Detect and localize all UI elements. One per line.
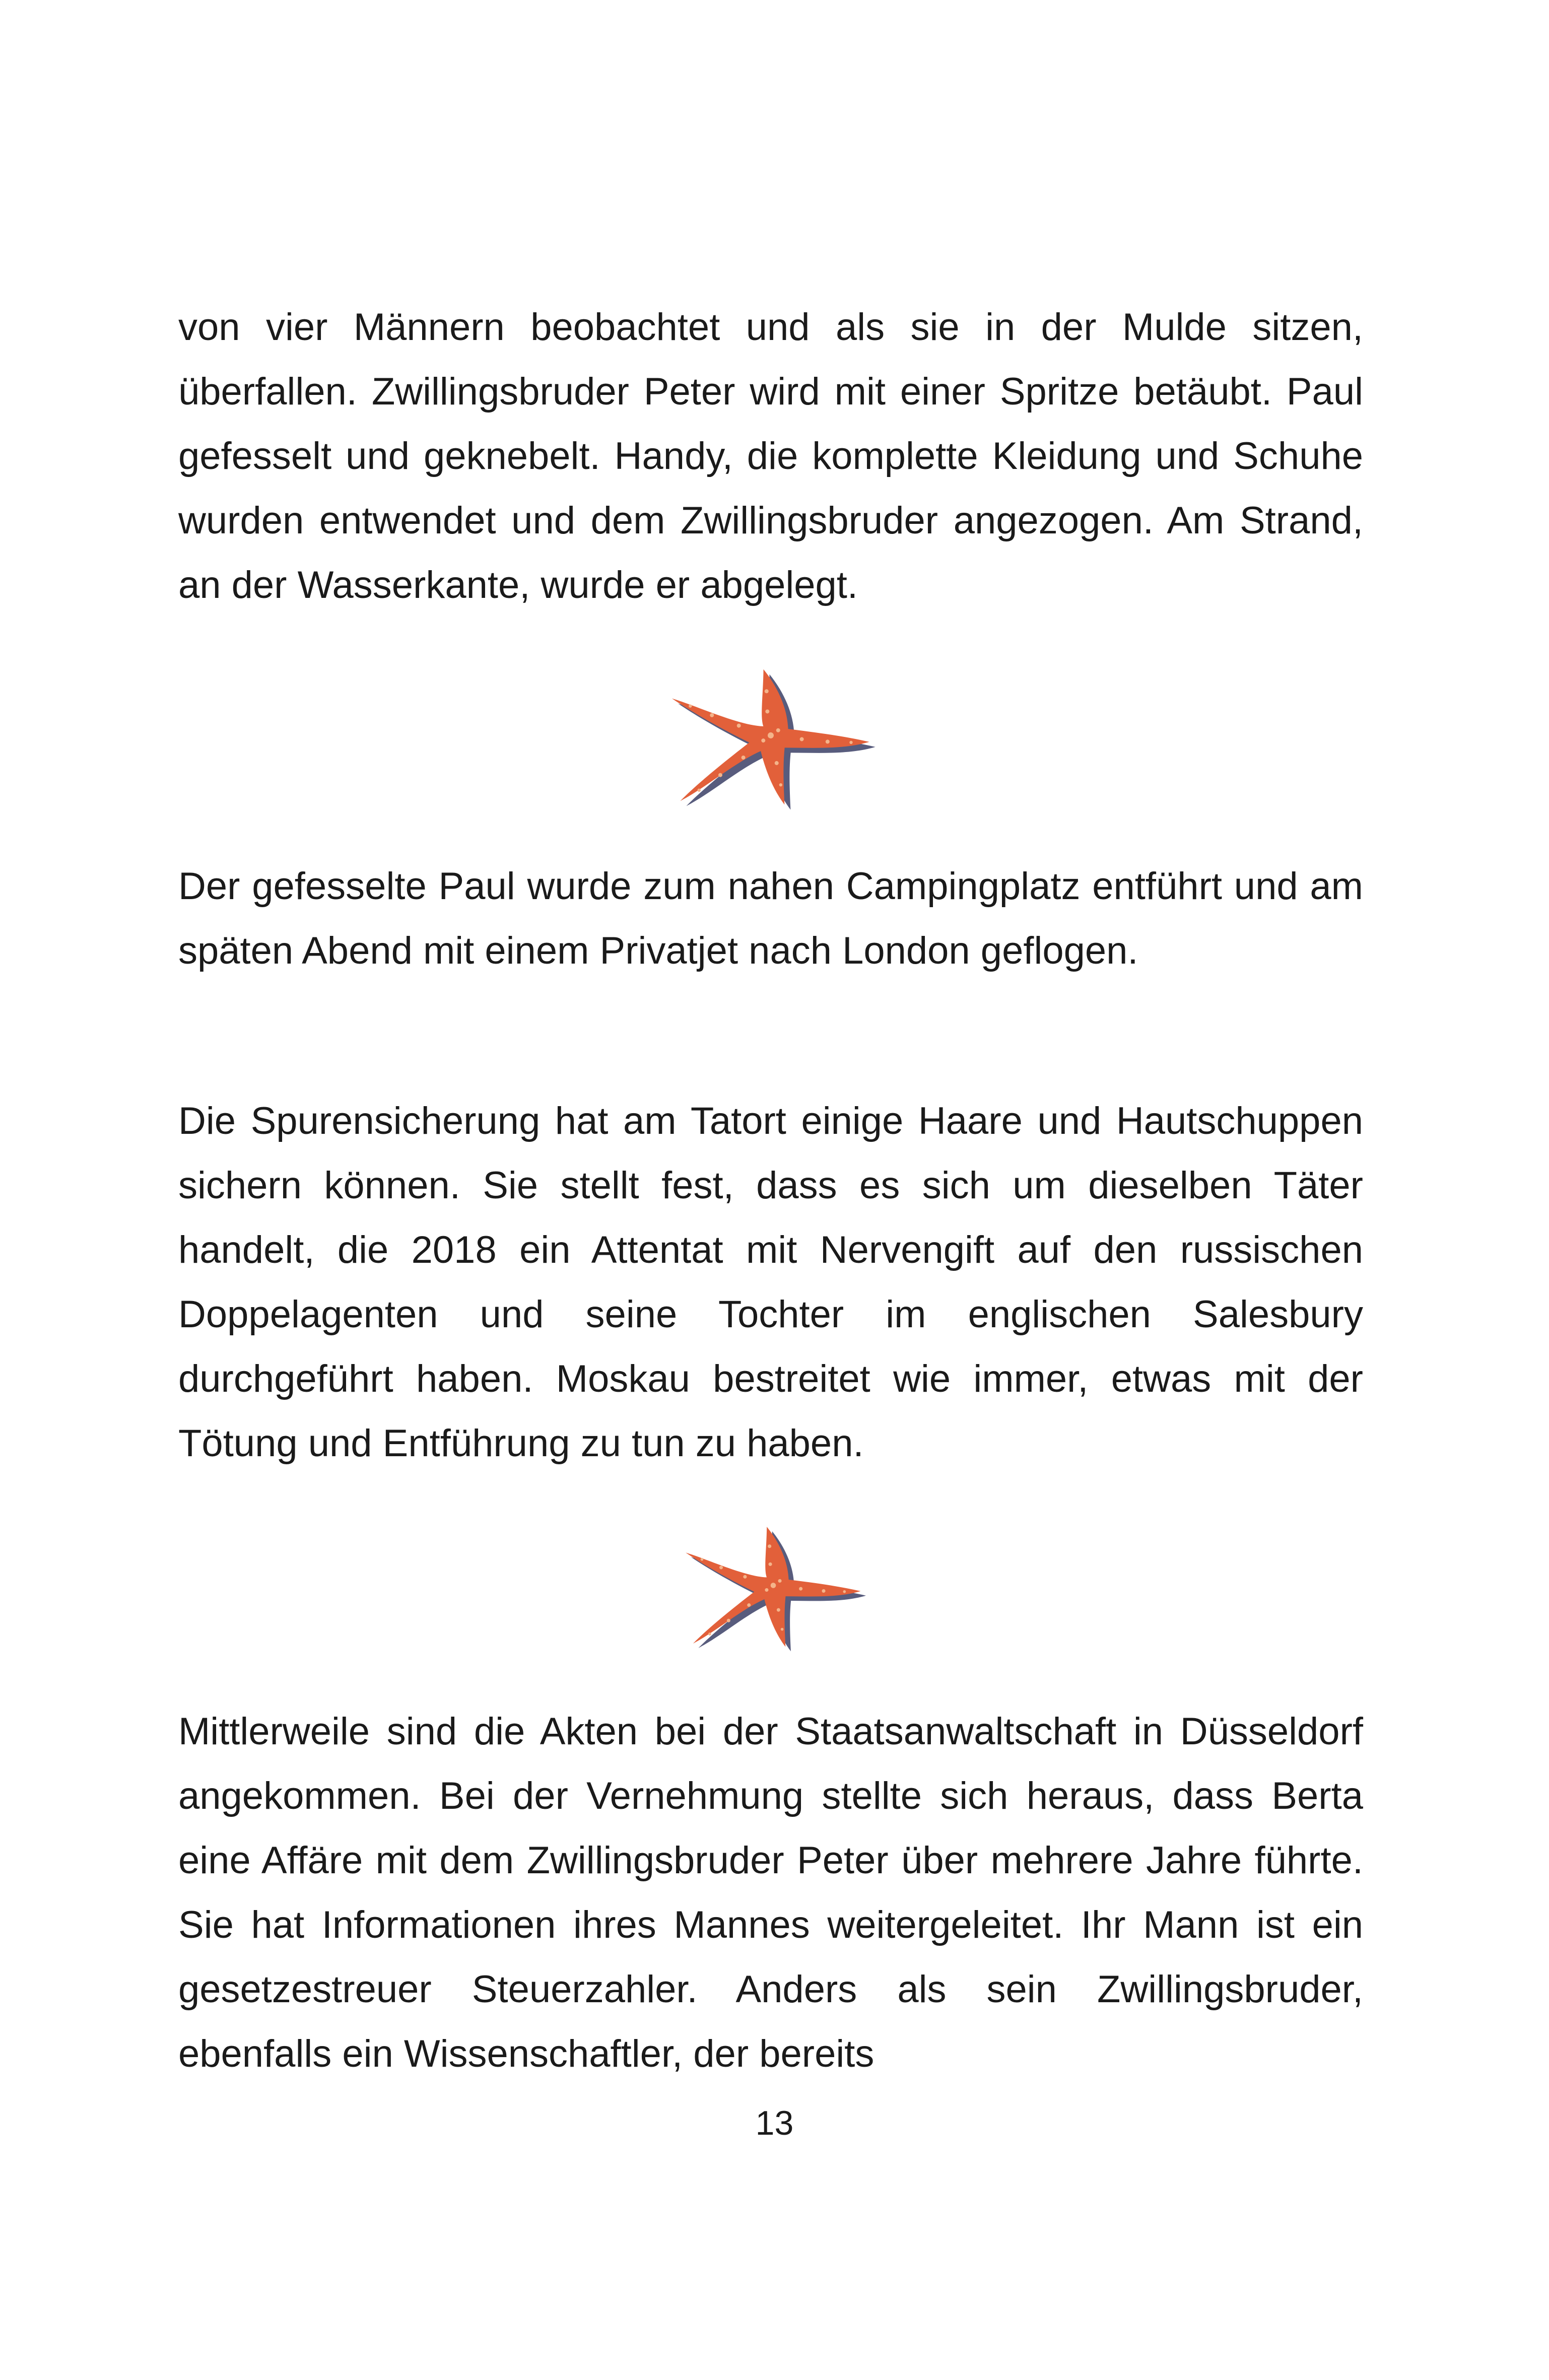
paragraph-text: Der gefesselte Paul wurde zum nahen Campingplatz entführt und am späten Abend mit einem Privatjet nach London geflogen. (178, 865, 1363, 972)
starfish-icon (675, 1516, 871, 1655)
paragraph-3 (178, 1089, 1363, 1476)
paragraph-text: Mittlerweile sind die Akten bei der Staatsanwaltschaft in Düsseldorf angekommen. Bei der Vernehmung stellte sich heraus, dass Berta eine Affäre mit dem Zwillingsbruder Peter über mehrere Jahre führte. Sie hat Informationen ihres Mannes weitergeleitet. Ihr Mann ist ein gesetzestreuer Steuerzahler. Anders als sein Zwillingsbruder, ebenfalls ein Wissenschaftler, der bereits (178, 1710, 1363, 2075)
paragraph-text: von vier Männern beobachtet und als sie in der Mulde sitzen, überfallen. Zwillingsbruder Peter wird mit einer Spritze betäubt. Paul gefesselt und geknebelt. Handy, die komplette Kleidung und Schuhe wurden entwendet und dem Zwillingsbruder angezogen. Am Strand, an der Wasserkante, wurde er abgelegt. (178, 306, 1363, 606)
paragraph-2 (178, 854, 1363, 983)
paragraph-1 (178, 295, 1363, 618)
starfish-icon (660, 660, 882, 811)
paragraph-4 (178, 1699, 1363, 2086)
paragraph-text: Die Spurensicherung hat am Tatort einige Haare und Hautschuppen sichern können. Sie stellt fest, dass es sich um dieselben Täter handelt, die 2018 ein Attentat mit Nervengift auf den russischen Doppelagenten und seine Tochter im englischen Salesbury durchgeführt haben. Moskau bestreitet wie immer, etwas mit der Tötung und Entführung zu tun zu haben. (178, 1100, 1363, 1465)
page-number: 13 (755, 2104, 794, 2142)
